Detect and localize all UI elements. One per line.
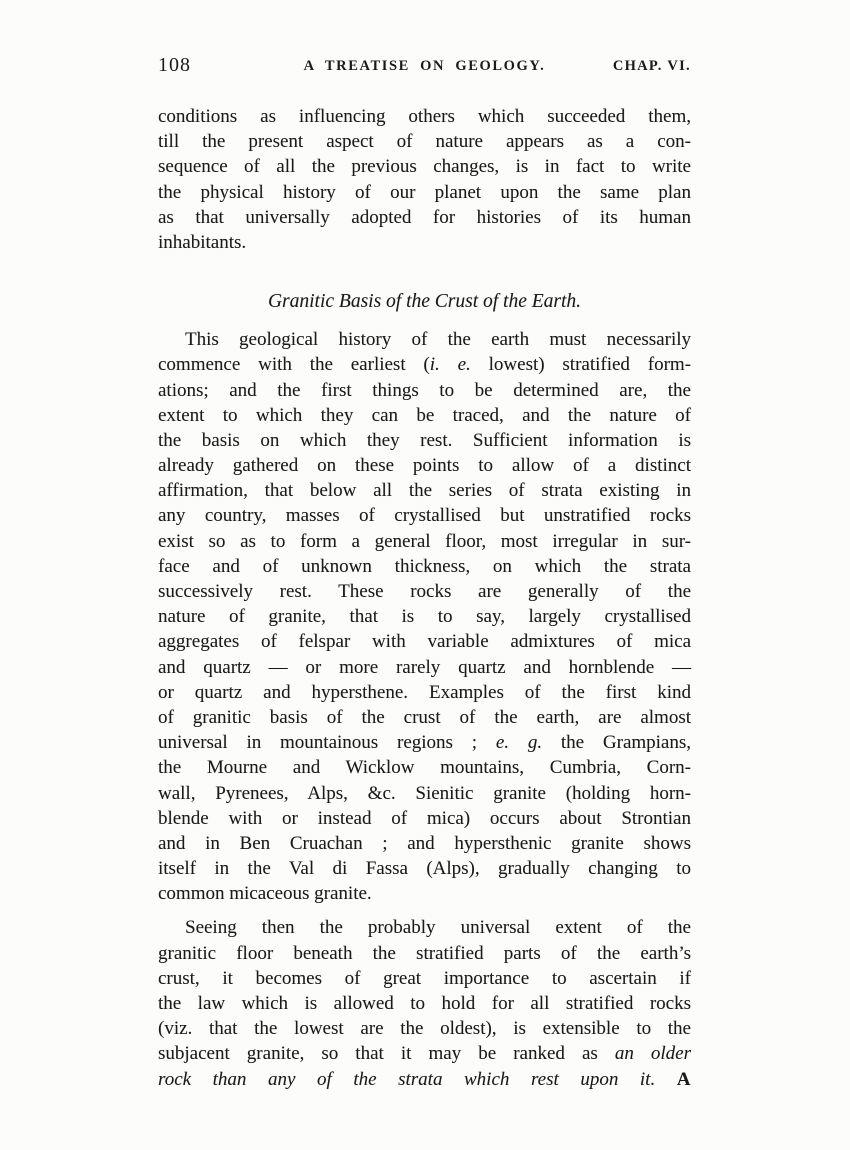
text-line: [158, 327, 691, 352]
text-run: the law which is allowed to hold for all stratified rocks: [158, 993, 691, 1014]
text-run: granitic floor beneath the stratified parts of the earth’s: [158, 942, 691, 964]
text-run: successively rest. These rocks are generally of the: [158, 581, 691, 602]
italic-text-run: an older: [614, 1043, 691, 1065]
text-run: This geological history of the earth must necessarily: [185, 329, 691, 351]
text-line: [158, 205, 691, 230]
text-line: [158, 655, 691, 680]
text-run: face and of unknown thickness, on which the strata: [158, 555, 691, 577]
text-line: [158, 478, 691, 503]
text-run: sequence of all the previous changes, is in fact to write: [158, 156, 691, 178]
text-run: the basis on which they rest. Sufficient information is: [158, 429, 691, 451]
text-run: nature of granite, that is to say, largely crystallised: [158, 606, 691, 628]
section-heading: Granitic Basis of the Crust of the Earth.: [267, 291, 582, 313]
text-run: or quartz and hypersthene. Examples of the first kind: [158, 681, 691, 703]
text-run: commence with the earliest (: [158, 354, 430, 376]
text-run: lowest) stratified form-: [470, 354, 692, 376]
text-line: [158, 991, 691, 1016]
text-run: (viz. that the lowest are the oldest), is extensible to the: [158, 1018, 691, 1040]
text-run: inhabitants.: [158, 231, 247, 253]
text-run: as that universally adopted for histories of its human: [158, 206, 691, 228]
text-run: subjacent granite, so that it may be ranked as: [158, 1043, 615, 1065]
text-run: extent to which they can be traced, and the nature of: [158, 404, 691, 426]
text-run: [655, 1069, 677, 1090]
text-line: [158, 154, 691, 179]
text-line: [158, 529, 691, 554]
text-run: exist so as to form a general floor, most irregular in sur-: [158, 530, 691, 552]
text-line: [158, 403, 691, 428]
text-line: [158, 180, 691, 205]
page-body: [158, 104, 691, 1092]
text-run: and in Ben Cruachan ; and hypersthenic granite shows: [158, 832, 691, 854]
text-line: [158, 352, 691, 377]
text-line: [158, 966, 691, 991]
text-run: blende with or instead of mica) occurs about Strontian: [158, 807, 691, 829]
paragraph: [158, 104, 691, 255]
running-title: A TREATISE ON GEOLOGY.: [303, 58, 546, 74]
text-line: [158, 856, 691, 881]
text-line: [158, 881, 691, 906]
text-run: of granitic basis of the crust of the earth, are almost: [158, 706, 691, 728]
text-run: universal in mountainous regions ;: [158, 732, 496, 754]
text-run: itself in the Val di Fassa (Alps), gradually changing to: [158, 858, 691, 880]
text-line: [158, 129, 691, 154]
text-line: [158, 1016, 691, 1041]
chapter-label: CHAP. VI.: [612, 58, 691, 74]
text-run: common micaceous granite.: [158, 883, 372, 905]
italic-text-run: e. g.: [495, 732, 543, 754]
text-run: the physical history of our planet upon the same plan: [158, 181, 691, 203]
text-line: [158, 806, 691, 831]
text-line: [158, 730, 691, 755]
text-line: [158, 1041, 691, 1066]
text-line: [158, 1067, 691, 1092]
text-run: till the present aspect of nature appears as a con-: [158, 131, 691, 153]
text-line: [158, 705, 691, 730]
text-run: affirmation, that below all the series of strata existing in: [158, 480, 691, 502]
text-run: and quartz — or more rarely quartz and hornblende —: [158, 656, 691, 678]
text-line: [158, 831, 691, 856]
text-line: [158, 915, 691, 940]
italic-text-run: i. e.: [429, 354, 471, 376]
text-run: ations; and the first things to be determined are, the: [158, 379, 691, 401]
text-run: wall, Pyrenees, Alps, &c. Sienitic granite (holding horn-: [158, 782, 691, 804]
text-line: [158, 755, 691, 780]
text-line: [158, 453, 691, 478]
text-run: crust, it becomes of great importance to ascertain if: [158, 967, 691, 989]
text-line: [158, 104, 691, 129]
text-line: [158, 629, 691, 654]
text-line: [158, 941, 691, 966]
text-line: [158, 230, 691, 255]
text-run: any country, masses of crystallised but unstratified rocks: [158, 505, 691, 527]
paragraph: [158, 915, 691, 1091]
text-line: [158, 604, 691, 629]
text-run: the Mourne and Wicklow mountains, Cumbria, Corn-: [158, 757, 691, 779]
text-run: already gathered on these points to allow of a distinct: [158, 455, 691, 477]
text-line: [158, 428, 691, 453]
text-line: [158, 503, 691, 528]
text-run: Seeing then the probably universal extent of the: [185, 917, 691, 939]
text-line: [158, 781, 691, 806]
text-line: [158, 378, 691, 403]
running-head: [158, 54, 691, 80]
paragraph: [158, 327, 691, 906]
text-line: [158, 579, 691, 604]
text-run: aggregates of felspar with variable admixtures of mica: [158, 631, 691, 653]
text-line: [158, 680, 691, 705]
text-line: [158, 554, 691, 579]
text-run: conditions as influencing others which succeeded them,: [158, 106, 691, 127]
bold-text-run: A: [676, 1068, 692, 1090]
text-run: the Grampians,: [542, 732, 692, 754]
page-number: 108: [158, 54, 191, 76]
italic-text-run: rock than any of the strata which rest upon it.: [158, 1068, 656, 1090]
